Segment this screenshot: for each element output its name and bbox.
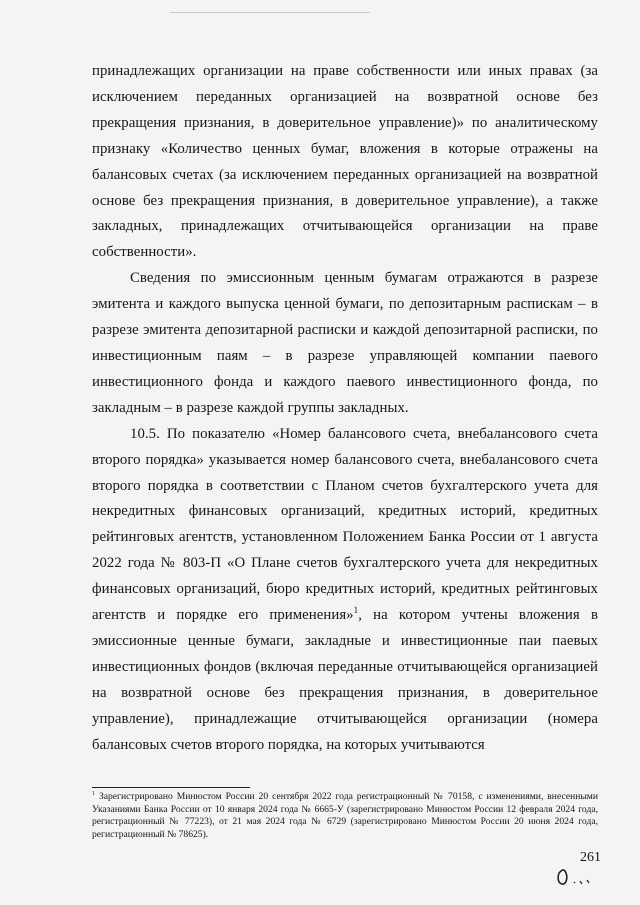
footnote-reference[interactable]: 1	[353, 605, 359, 616]
paragraph-issuer-breakdown: Сведения по эмиссионным ценным бумагам отражаются в разрезе эмитента и каждого выпуска ценной бумаги, по депозитарным распискам – в разрезе эмитента депозитарной расписки и каждой депозитарной расписки, по инвестиционным паям – в разрезе управляющей компании паевого инвестиционного фонда и каждого паевого инвестиционного фонда, по закладным – в разрезе каждой группы закладных.	[92, 270, 598, 416]
page-number: 261	[580, 850, 601, 865]
footnote	[92, 791, 598, 841]
footnote-marker: 1	[92, 791, 95, 797]
paragraph-continuation: принадлежащих организации на праве собственности или иных правах (за исключением переданных организацией на возвратной основе без прекращения признания, в доверительное управление)» по аналитическому признаку «Количество ценных бумаг, вложения в которые отражены на балансовых счетах (за исключением переданных организацией на возвратной основе без прекращения признания, в доверительное управление), а также закладных, принадлежащих отчитывающейся организации на праве собственности».	[92, 63, 598, 261]
paragraph-section-10-5	[92, 422, 598, 759]
footnote-separator	[92, 787, 250, 788]
footnote-text: Зарегистрировано Минюстом России 20 сентября 2022 года регистрационный № 70158, с изменениями, внесенными Указаниями Банка России от 10 января 2024 года № 6665-У (зарегистрировано Минюстом России 12 февраля 2024 года, регистрационный № 77223), от 21 мая 2024 года № 6729 (зарегистрировано Минюстом России 20 июня 2024 года, регистрационный № 78625).	[92, 791, 598, 840]
main-text	[92, 59, 598, 758]
section-10-5-text: 10.5. По показателю «Номер балансового счета, внебалансового счета второго порядка» указывается номер балансового счета, внебалансового счета второго порядка в соответствии с Планом счетов бухгалтерского учета для некредитных финансовых организаций, кредитных историй, кредитных рейтинговых агентств, установленном Положением Банка России от 1 августа 2022 года № 803-П «О Плане счетов бухгалтерского учета для некредитных финансовых организаций, бюро кредитных историй, кредитных рейтинговых агентств и порядке его применения»	[92, 425, 598, 624]
handwritten-mark	[556, 857, 596, 887]
top-scan-line	[170, 12, 370, 13]
section-10-5-text-continued: , на котором учтены вложения в эмиссионные ценные бумаги, закладные и инвестиционные паи паевых инвестиционных фондов (включая переданные отчитывающейся организацией на возвратной основе без прекращения признания, в доверительное управление), принадлежащие отчитывающейся организации (номера балансовых счетов второго порядка, на которых учитываются	[92, 607, 598, 753]
